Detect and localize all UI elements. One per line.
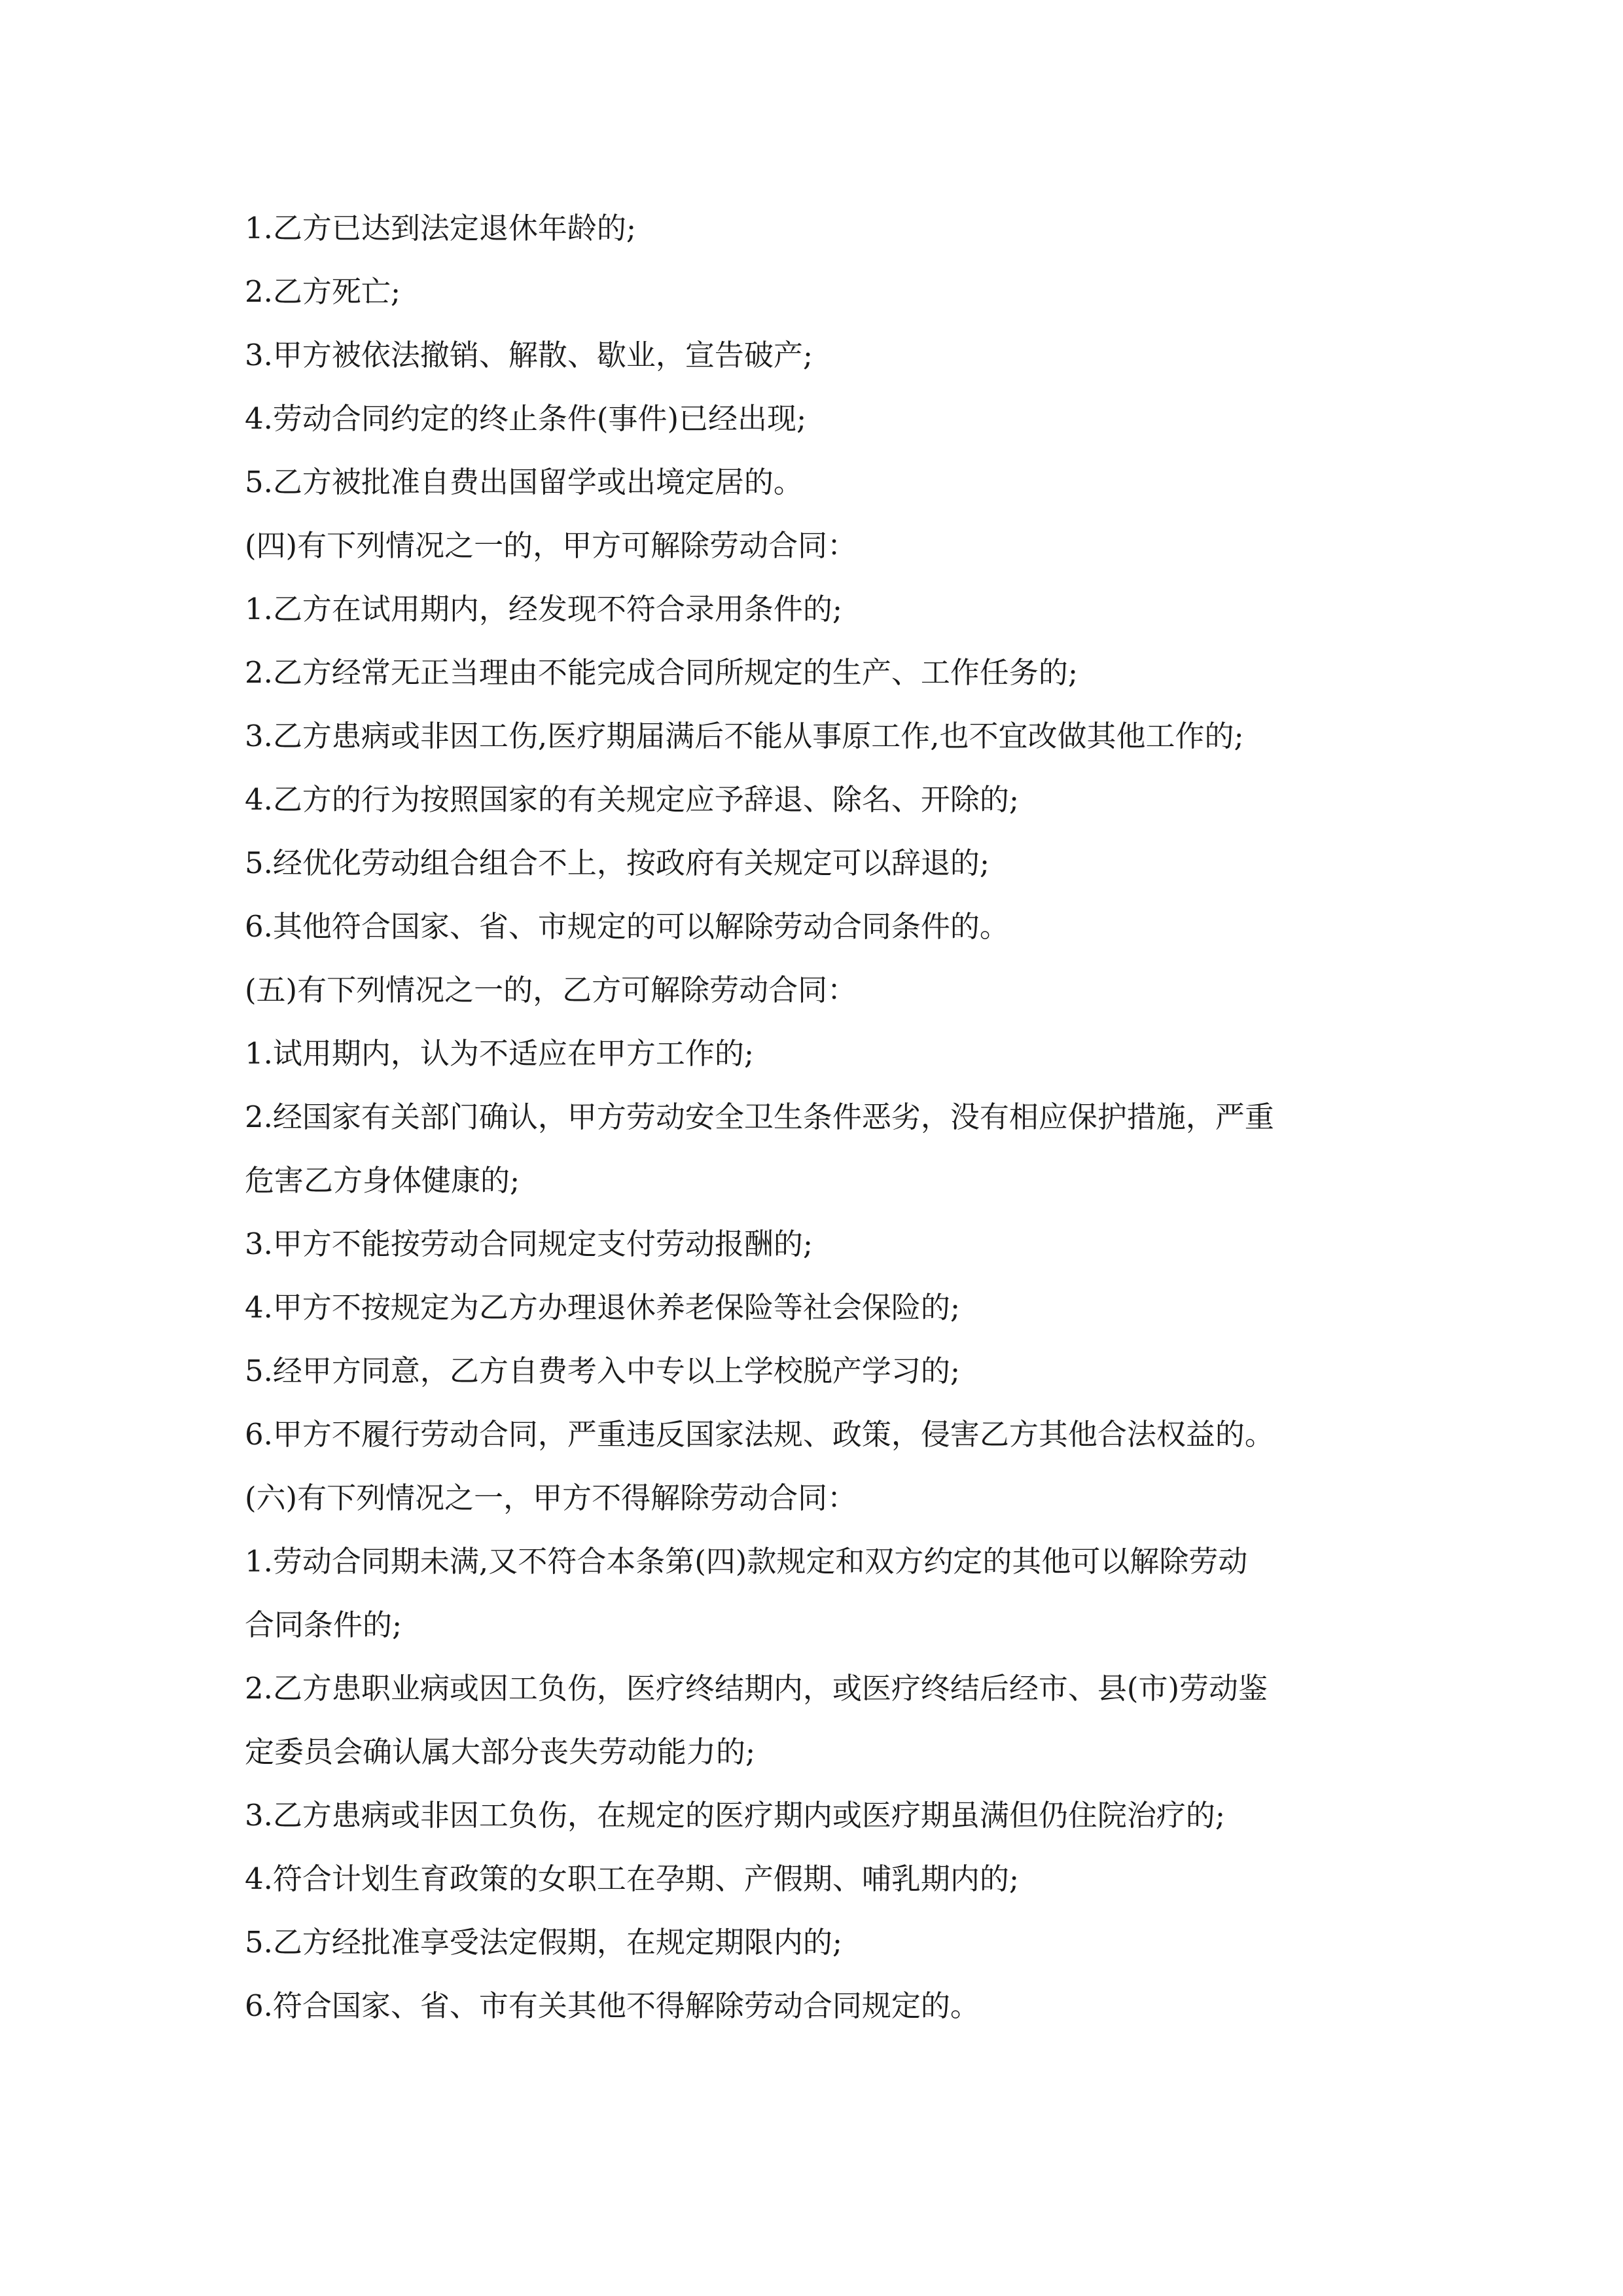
text-line: 3.甲方被依法撤销、解散、歇业，宣告破产; <box>245 338 813 372</box>
text-line: 1.乙方在试用期内，经发现不符合录用条件的; <box>245 592 843 626</box>
text-line: 1.劳动合同期未满,又不符合本条第(四)款规定和双方约定的其他可以解除劳动 <box>245 1544 1248 1579</box>
text-line: 5.经甲方同意，乙方自费考入中专以上学校脱产学习的; <box>245 1354 961 1388</box>
text-line: 4.符合计划生育政策的女职工在孕期、产假期、哺乳期内的; <box>245 1861 1020 1896</box>
text-line: 6.符合国家、省、市有关其他不得解除劳动合同规定的。 <box>245 1988 980 2023</box>
text-line: 5.乙方被批准自费出国留学或出境定居的。 <box>245 465 803 499</box>
text-line: 合同条件的; <box>245 1607 402 1642</box>
section-heading: (六)有下列情况之一，甲方不得解除劳动合同： <box>245 1480 857 1515</box>
section-heading: (四)有下列情况之一的，甲方可解除劳动合同： <box>245 528 857 563</box>
text-line: 1.试用期内，认为不适应在甲方工作的; <box>245 1036 755 1071</box>
text-line: 3.乙方患病或非因工伤,医疗期届满后不能从事原工作,也不宜改做其他工作的; <box>245 719 1244 753</box>
text-line: 3.乙方患病或非因工负伤，在规定的医疗期内或医疗期虽满但仍住院治疗的; <box>245 1798 1226 1833</box>
text-line: 6.其他符合国家、省、市规定的可以解除劳动合同条件的。 <box>245 909 1009 944</box>
text-line: 定委员会确认属大部分丧失劳动能力的; <box>245 1734 756 1769</box>
text-line: 2.乙方死亡; <box>245 274 401 309</box>
text-line: 2.经国家有关部门确认，甲方劳动安全卫生条件恶劣，没有相应保护措施，严重 <box>245 1100 1274 1134</box>
text-line: 2.乙方患职业病或因工负伤，医疗终结期内，或医疗终结后经市、县(市)劳动鉴 <box>245 1671 1268 1706</box>
text-line: 5.乙方经批准享受法定假期，在规定期限内的; <box>245 1925 843 1960</box>
document-body <box>245 196 1410 2037</box>
section-heading: (五)有下列情况之一的，乙方可解除劳动合同： <box>245 973 857 1007</box>
text-line: 4.乙方的行为按照国家的有关规定应予辞退、除名、开除的; <box>245 782 1020 817</box>
text-line: 3.甲方不能按劳动合同规定支付劳动报酬的; <box>245 1227 813 1261</box>
text-line: 2.乙方经常无正当理由不能完成合同所规定的生产、工作任务的; <box>245 655 1079 690</box>
text-line: 4.甲方不按规定为乙方办理退休养老保险等社会保险的; <box>245 1290 961 1325</box>
text-line: 6.甲方不履行劳动合同，严重违反国家法规、政策，侵害乙方其他合法权益的。 <box>245 1417 1274 1452</box>
text-line: 4.劳动合同约定的终止条件(事件)已经出现; <box>245 401 807 436</box>
text-line: 危害乙方身体健康的; <box>245 1163 520 1198</box>
text-line: 5.经优化劳动组合组合不上，按政府有关规定可以辞退的; <box>245 846 990 880</box>
text-line: 1.乙方已达到法定退休年龄的; <box>245 211 637 245</box>
